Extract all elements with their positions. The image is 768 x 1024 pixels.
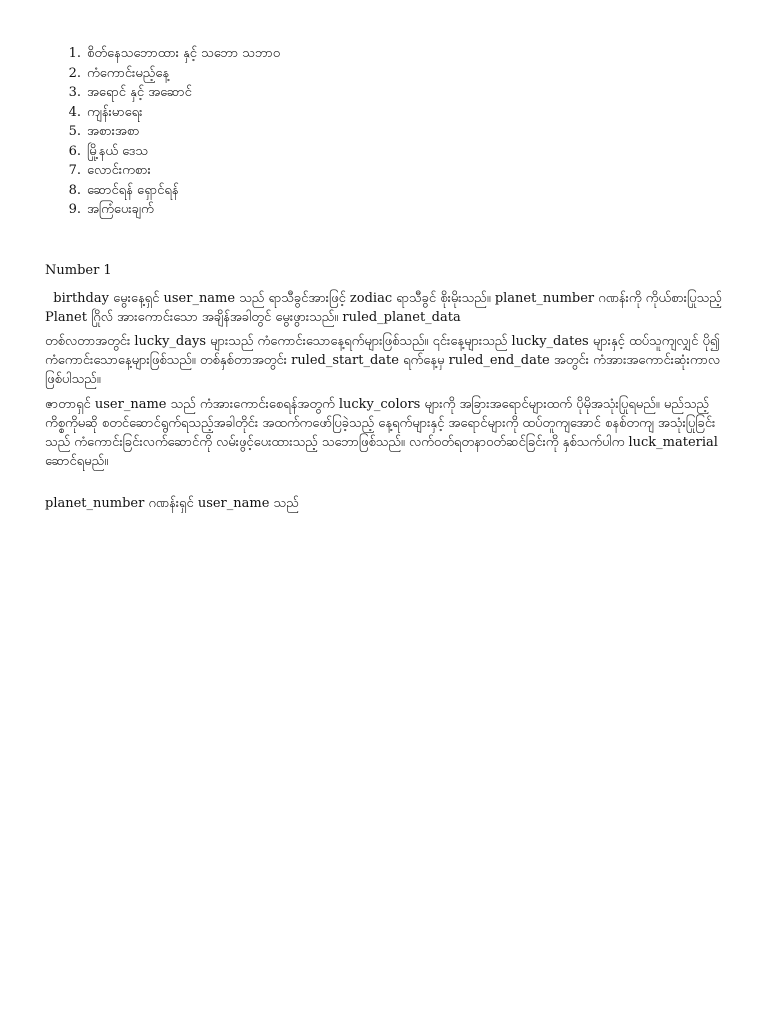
paragraph-birthday [45, 289, 725, 327]
toc-item-5: အစားအစာ [87, 124, 140, 139]
toc-item-6: မြို့နယ် ဒေသ [87, 143, 148, 159]
toc-item-2: ကံကောင်းမည့်နေ့ [87, 65, 170, 81]
paragraph-planet-number [45, 494, 725, 513]
toc-item-8: ဆောင်ရန် ရှောင်ရန် [87, 182, 179, 198]
toc-item-3: အရောင် နှင့် အဆောင် [87, 85, 192, 100]
table-of-contents-list [45, 44, 280, 220]
toc-item-1: စိတ်နေသဘောထား နှင့် သဘော သဘာဝ [87, 46, 280, 61]
paragraph-lucky-days [45, 332, 725, 389]
paragraph-text: planet_number ဂဏန်းရှင် user_name သည် [45, 496, 299, 511]
toc-item-9: အကြံပေးချက် [87, 202, 154, 217]
toc-item-7: လောင်းကစား [87, 163, 151, 178]
toc-item-4: ကျန်းမာရေး [87, 104, 143, 120]
paragraph-text: birthday မွေးနေ့ရှင် user_name သည် ရာသီခွင်အားဖြင့် zodiac ရာသီခွင် စိုးမိုးသည်။ planet_number ဂဏန်းကို ကိုယ်စားပြုသည့် Planet ဂြိုလ် အားကောင်းသော အချိန်အခါတွင် မွေးဖွားသည်။ ruled_planet_data [45, 291, 726, 325]
paragraph-text: တစ်လတာအတွင်း lucky_days များသည် ကံကောင်းသောနေ့ရက်များဖြစ်သည်။ ၎င်းနေ့များသည် lucky_dates များနှင့် ထပ်သူကျလျှင် ပို၍ ကံကောင်းသောနေ့များဖြစ်သည်။ တစ်နှစ်တာအတွင်း ruled_start_date ရက်နေ့မှ ruled_end_date အတွင်း ကံအားအကောင်းဆုံးကာလဖြစ်ပါသည်။ [45, 334, 721, 387]
paragraph-text: ဇာတာရှင် user_name သည် ကံအားကောင်းစေရန်အတွက် lucky_colors များကို အခြားအရောင်များထက် ပိုမိုအသုံးပြုရမည်။ မည်သည့်ကိစ္စကိုမဆို စတင်ဆောင်ရွက်ရသည့်အခါတိုင်း အထက်ကဖော်ပြခဲ့သည့် နေ့ရက်များနှင့် အရောင်များကို ထပ်တူကျအောင် စနစ်တကျ အသုံးပြုခြင်းသည် ကံကောင်းခြင်းလက်ဆောင်ကို လမ်းဖွင့်ပေးထားသည့် သဘောဖြစ်သည်။ လက်ဝတ်ရတနာဝတ်ဆင်ခြင်းကို နှစ်သက်ပါက luck_material ဆောင်ရမည်။ [45, 397, 718, 469]
section-heading: Number 1 [45, 263, 112, 278]
paragraph-lucky-colors [45, 395, 725, 471]
